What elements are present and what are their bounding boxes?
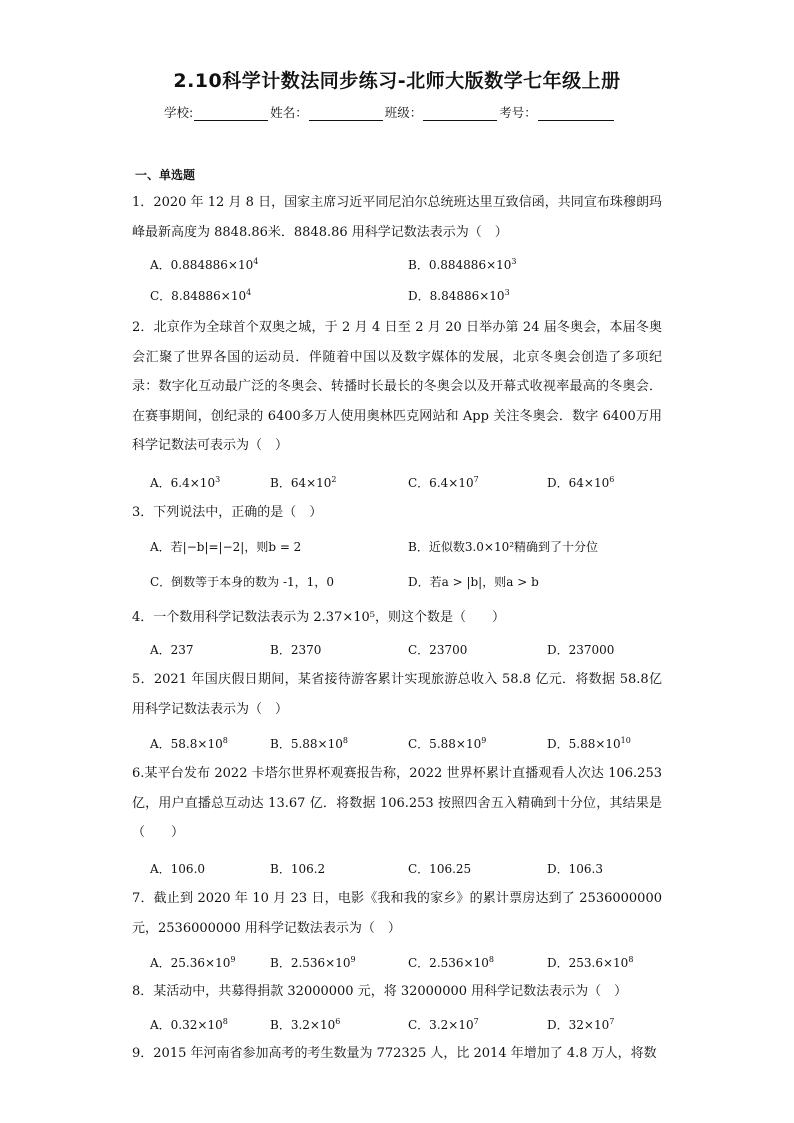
question-9: 9．2015 年河南省参加高考的考生数量为 772325 人，比 2014 年增加了 4.8 万人，将数 — [132, 1046, 657, 1061]
option-b[interactable]: B．$3.2\times 10^6$ — [270, 1017, 341, 1032]
option-b[interactable]: B．$2.536\times 10^9$ — [270, 955, 356, 970]
name-label: 姓名： — [270, 105, 308, 120]
school-label: 学校: — [164, 105, 194, 120]
option-b[interactable]: B．$5.88\times 10^8$ — [270, 736, 348, 751]
option-d[interactable]: D．237000 — [547, 643, 615, 657]
page-title: 2.10科学计数法同步练习-北师大版数学七年级上册 — [173, 70, 621, 92]
option-d[interactable]: D．$32\times 10^7$ — [547, 1017, 615, 1032]
question-4-options — [150, 641, 670, 663]
question-1: 1．2020 年 12 月 8 日，国家主席习近平同尼泊尔总统班达里互致信函，共同宣布珠穆朗玛峰最新高度为 8848.86米．8848.86 用科学记数法表示为（ ） — [132, 195, 662, 240]
question-6: 6.某平台发布 2022 卡塔尔世界杯观赛报告称，2022 世界杯累计直播观看人次达 106.253亿，用户直播总互动达 13.67 亿．将数据 106.253 按照四舍五入精确到十分位，其结果是（ ） — [132, 766, 662, 840]
option-a[interactable]: A．$0.32\times 10^8$ — [150, 1017, 228, 1032]
question-3-options-row2 — [150, 573, 670, 595]
option-a[interactable]: A．若|−b|=|−2|，则b = 2 — [150, 540, 302, 554]
school-blank[interactable] — [194, 106, 268, 121]
option-a[interactable]: A．106.0 — [150, 862, 206, 876]
question-8-options — [150, 1016, 670, 1038]
question-3: 3．下列说法中，正确的是（ ） — [132, 505, 323, 520]
question-7-options — [150, 954, 670, 976]
question-2-options — [150, 474, 670, 496]
option-d[interactable]: D．106.3 — [547, 862, 603, 876]
option-d[interactable]: D．$253.6\times 10^8$ — [547, 955, 634, 970]
number-blank[interactable] — [538, 106, 614, 121]
question-8: 8．某活动中，共募得捐款 32000000 元，将 32000000 用科学记数法表示为（ ） — [132, 984, 628, 999]
option-c[interactable]: C．23700 — [408, 643, 468, 657]
option-b[interactable]: B．106.2 — [270, 862, 326, 876]
question-7: 7．截止到 2020 年 10 月 23 日，电影《我和我的家乡》的累计票房达到了 2536000000元，2536000000 用科学记数法表示为（ ） — [132, 891, 662, 936]
option-b[interactable]: B．2370 — [270, 643, 322, 657]
option-a[interactable]: A．$0.884886\times 10^4$ — [150, 257, 259, 272]
option-b[interactable]: B．$64\times 10^2$ — [270, 475, 337, 490]
option-d[interactable]: D．$5.88\times 10^{10}$ — [547, 736, 631, 751]
question-1-options — [150, 256, 670, 278]
question-2: 2．北京作为全球首个双奥之城，于 2 月 4 日至 2 月 20 日举办第 24 届冬奥会，本届冬奥会汇聚了世界各国的运动员．伴随着中国以及数字媒体的发展，北京冬奥会创造了多项纪录：数字化互动最广泛的冬奥会、转播时长最长的冬奥会以及开幕式收视率最高的冬奥会．在赛事期间，创纪录的 6400多万人使用奥林匹克网站和 App 关注冬奥会．数字 6400万用科学记数法可表示为（ ） — [132, 320, 662, 453]
option-c[interactable]: C．$2.536\times 10^8$ — [408, 955, 494, 970]
option-d[interactable]: D．若a > |b|，则a > b — [408, 575, 539, 589]
question-5-options — [150, 735, 670, 757]
option-c[interactable]: C．$6.4\times 10^7$ — [408, 475, 479, 490]
option-c[interactable]: C．$5.88\times 10^9$ — [408, 736, 487, 751]
option-a[interactable]: A．$6.4\times 10^3$ — [150, 475, 221, 490]
question-4: 4．一个数用科学记数法表示为 2.37×10⁵，则这个数是（ ） — [132, 610, 505, 625]
option-c[interactable]: C．$3.2\times 10^7$ — [408, 1017, 479, 1032]
option-b[interactable]: B．$0.884886\times 10^3$ — [408, 257, 517, 272]
question-3-options — [150, 538, 670, 560]
question-1-options-row2 — [150, 287, 670, 309]
name-blank[interactable] — [309, 106, 383, 121]
question-6-options — [150, 860, 670, 882]
option-d[interactable]: D．$8.84886\times 10^3$ — [408, 288, 510, 303]
option-c[interactable]: C．倒数等于本身的数为 -1，1，0 — [150, 575, 334, 589]
option-a[interactable]: A．237 — [150, 643, 194, 657]
question-5: 5．2021 年国庆假日期间，某省接待游客累计实现旅游总收入 58.8 亿元．将数据 58.8亿用科学记数法表示为（ ） — [132, 672, 662, 717]
class-label: 班级： — [384, 105, 423, 120]
student-info-line — [164, 103, 616, 121]
section-heading: 一、单选题 — [135, 168, 196, 182]
option-d[interactable]: D．$64\times 10^6$ — [547, 475, 615, 490]
option-b[interactable]: B．近似数3.0×10²精确到了十分位 — [408, 540, 599, 554]
number-label: 考号： — [499, 105, 537, 120]
class-blank[interactable] — [423, 106, 497, 121]
option-c[interactable]: C．106.25 — [408, 862, 472, 876]
option-a[interactable]: A．$58.8\times 10^8$ — [150, 736, 228, 751]
option-a[interactable]: A．$25.36\times 10^9$ — [150, 955, 236, 970]
option-c[interactable]: C．$8.84886\times 10^4$ — [150, 288, 252, 303]
